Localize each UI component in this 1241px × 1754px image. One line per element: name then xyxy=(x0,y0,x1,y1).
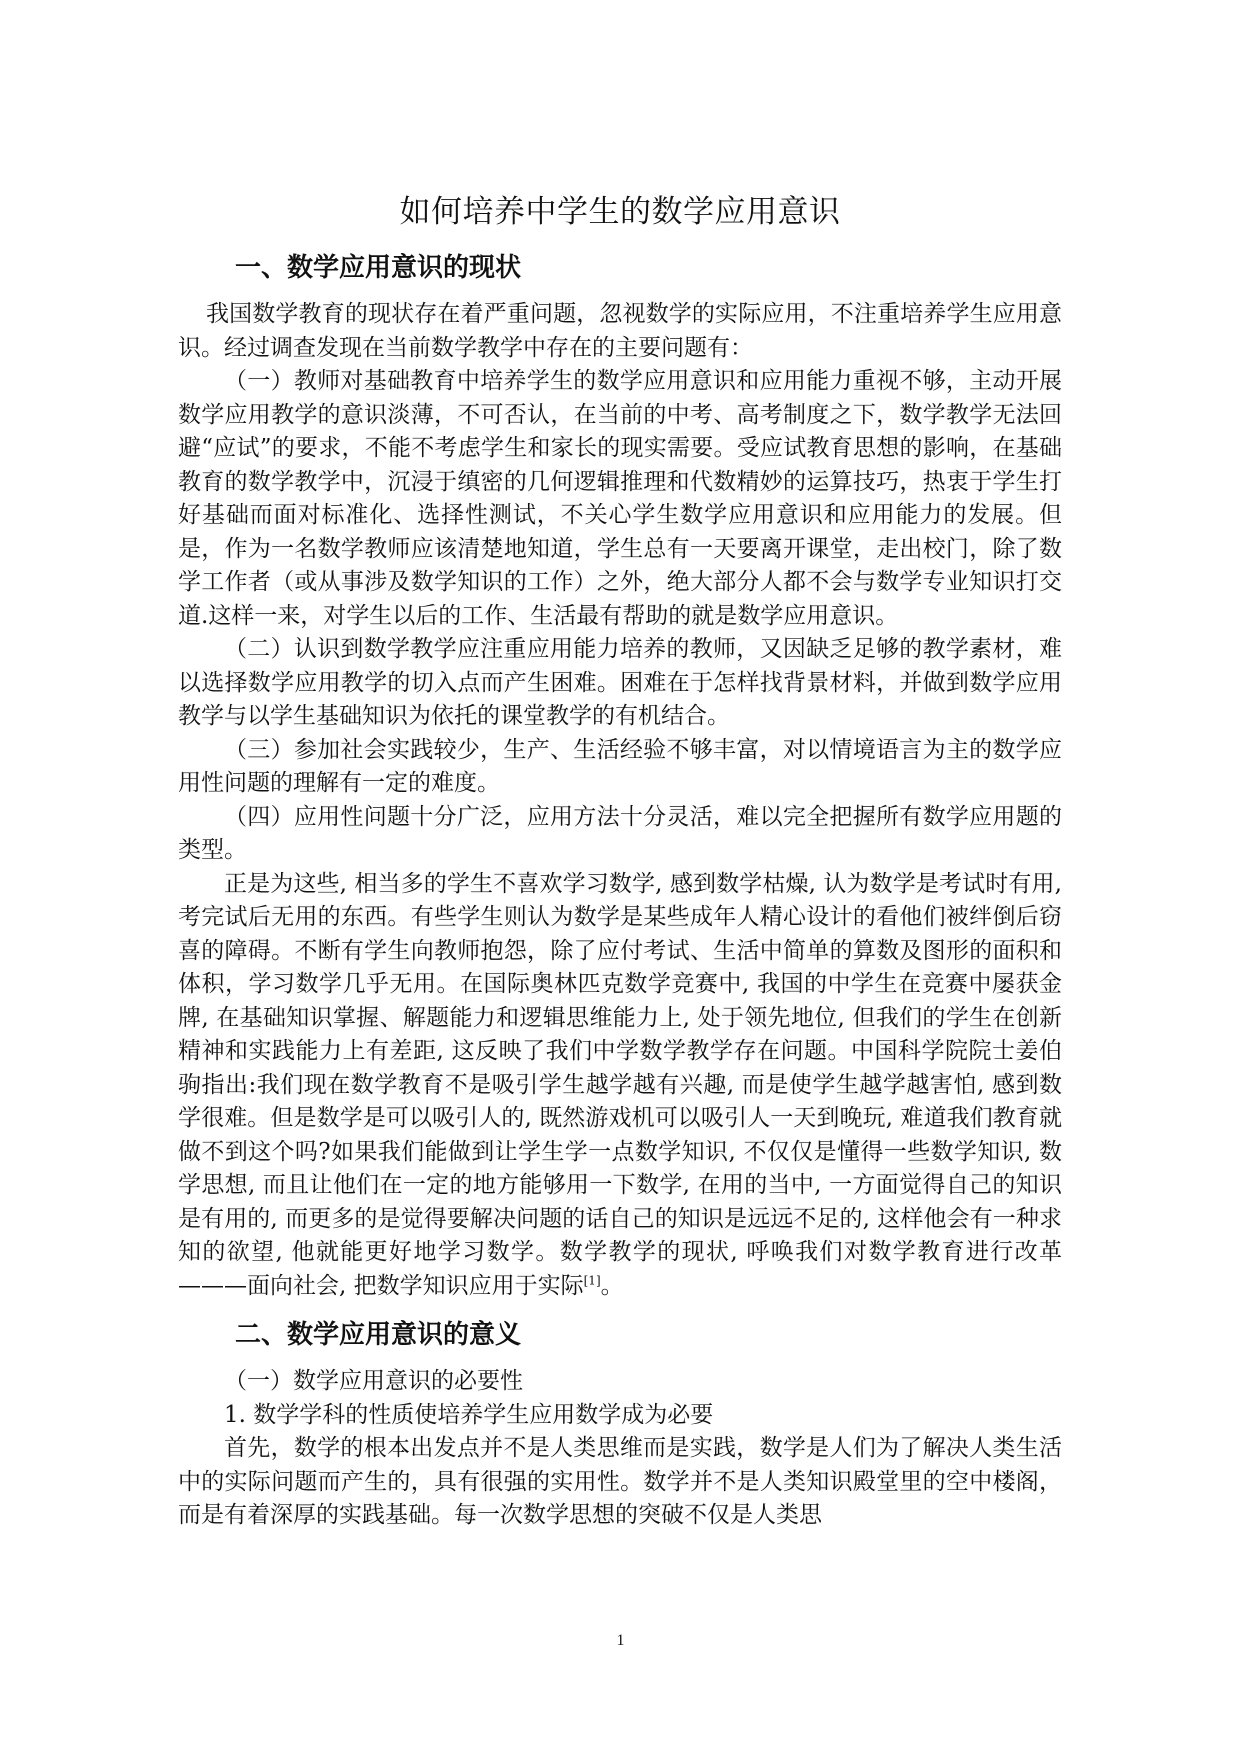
paragraph-problem-2: （二）认识到数学教学应注重应用能力培养的教师，又因缺乏足够的教学素材，难以选择数学应用教学的切入点而产生困难。困难在于怎样找背景材料，并做到数学应用教学与以学生基础知识为依托的课堂教学的有机结合。 xyxy=(178,636,1062,729)
section-heading-significance: 二、数学应用意识的意义 xyxy=(235,1320,522,1350)
document-body xyxy=(178,190,1062,1533)
paragraph-consequence xyxy=(178,868,1062,1304)
subheading-necessity: （一）数学应用意识的必要性 xyxy=(224,1368,523,1394)
paragraph-problem-3: （三）参加社会实践较少，生产、生活经验不够丰富，对以情境语言为主的数学应用性问题的理解有一定的难度。 xyxy=(178,736,1062,796)
paragraph-consequence-end: 。 xyxy=(600,1272,624,1299)
paragraph-problem-4: （四）应用性问题十分广泛，应用方法十分灵活，难以完全把握所有数学应用题的类型。 xyxy=(178,803,1062,863)
paragraph-intro: 我国数学教育的现状存在着严重问题，忽视数学的实际应用，不注重培养学生应用意识。经过调查发现在当前数学教学中存在的主要问题有： xyxy=(178,301,1062,361)
paragraph-first-reason: 首先，数学的根本出发点并不是人类思维而是实践，数学是人们为了解决人类生活中的实际问题而产生的，具有很强的实用性。数学并不是人类知识殿堂里的空中楼阁，而是有着深厚的实践基础。每一次数学思想的突破不仅是人类思 xyxy=(178,1435,1062,1528)
citation-reference: [1] xyxy=(583,1272,601,1287)
paragraph-consequence-text: 正是为这些, 相当多的学生不喜欢学习数学, 感到数学枯燥, 认为数学是考试时有用, 考完试后无用的东西。有些学生则认为数学是某些成年人精心设计的看他们被绊倒后窃喜的障碍。不断有学生向教师抱怨，除了应付考试、生活中简单的算数及图形的面积和体积，学习数学几乎无用。在国际奥林匹克数学竞赛中, 我国的中学生在竞赛中屡获金牌, 在基础知识掌握、解题能力和逻辑思维能力上, 处于领先地位, 但我们的学生在创新精神和实践能力上有差距, 这反映了我们中学数学教学存在问题。中国科学院院士姜伯驹指出:我们现在数学教育不是吸引学生越学越有兴趣, 而是使学生越学越害怕, 感到数学很难。但是数学是可以吸引人的, 既然游戏机可以吸引人一天到晚玩, 难道我们教育就做不到这个吗?如果我们能做到让学生学一点数学知识, 不仅仅是懂得一些数学知识, 数学思想, 而且让他们在一定的地方能够用一下数学, 在用的当中, 一方面觉得自己的知识是有用的, 而更多的是觉得要解决问题的话自己的知识是远远不足的, 这样他会有一种求知的欲望, 他就能更好地学习数学。数学教学的现状, 呼唤我们对数学教育进行改革———面向社会, 把数学知识应用于实际 xyxy=(178,870,1062,1299)
document-title: 如何培养中学生的数学应用意识 xyxy=(399,194,841,230)
section-heading-status: 一、数学应用意识的现状 xyxy=(235,253,522,283)
numbered-item-1: 1. 数学学科的性质使培养学生应用数学成为必要 xyxy=(224,1401,714,1428)
paragraph-problem-1: （一）教师对基础教育中培养学生的数学应用意识和应用能力重视不够，主动开展数学应用教学的意识淡薄，不可否认，在当前的中考、高考制度之下，数学教学无法回避“应试”的要求，不能不考虑学生和家长的现实需要。受应试教育思想的影响，在基础教育的数学教学中，沉浸于缜密的几何逻辑推理和代数精妙的运算技巧，热衷于学生打好基础而面对标准化、选择性测试，不关心学生数学应用意识和应用能力的发展。但是，作为一名数学教师应该清楚地知道，学生总有一天要离开课堂，走出校门，除了数学工作者（或从事涉及数学知识的工作）之外，绝大部分人都不会与数学专业知识打交道.这样一来，对学生以后的工作、生活最有帮助的就是数学应用意识。 xyxy=(178,368,1062,629)
page-number: 1 xyxy=(616,1632,625,1649)
